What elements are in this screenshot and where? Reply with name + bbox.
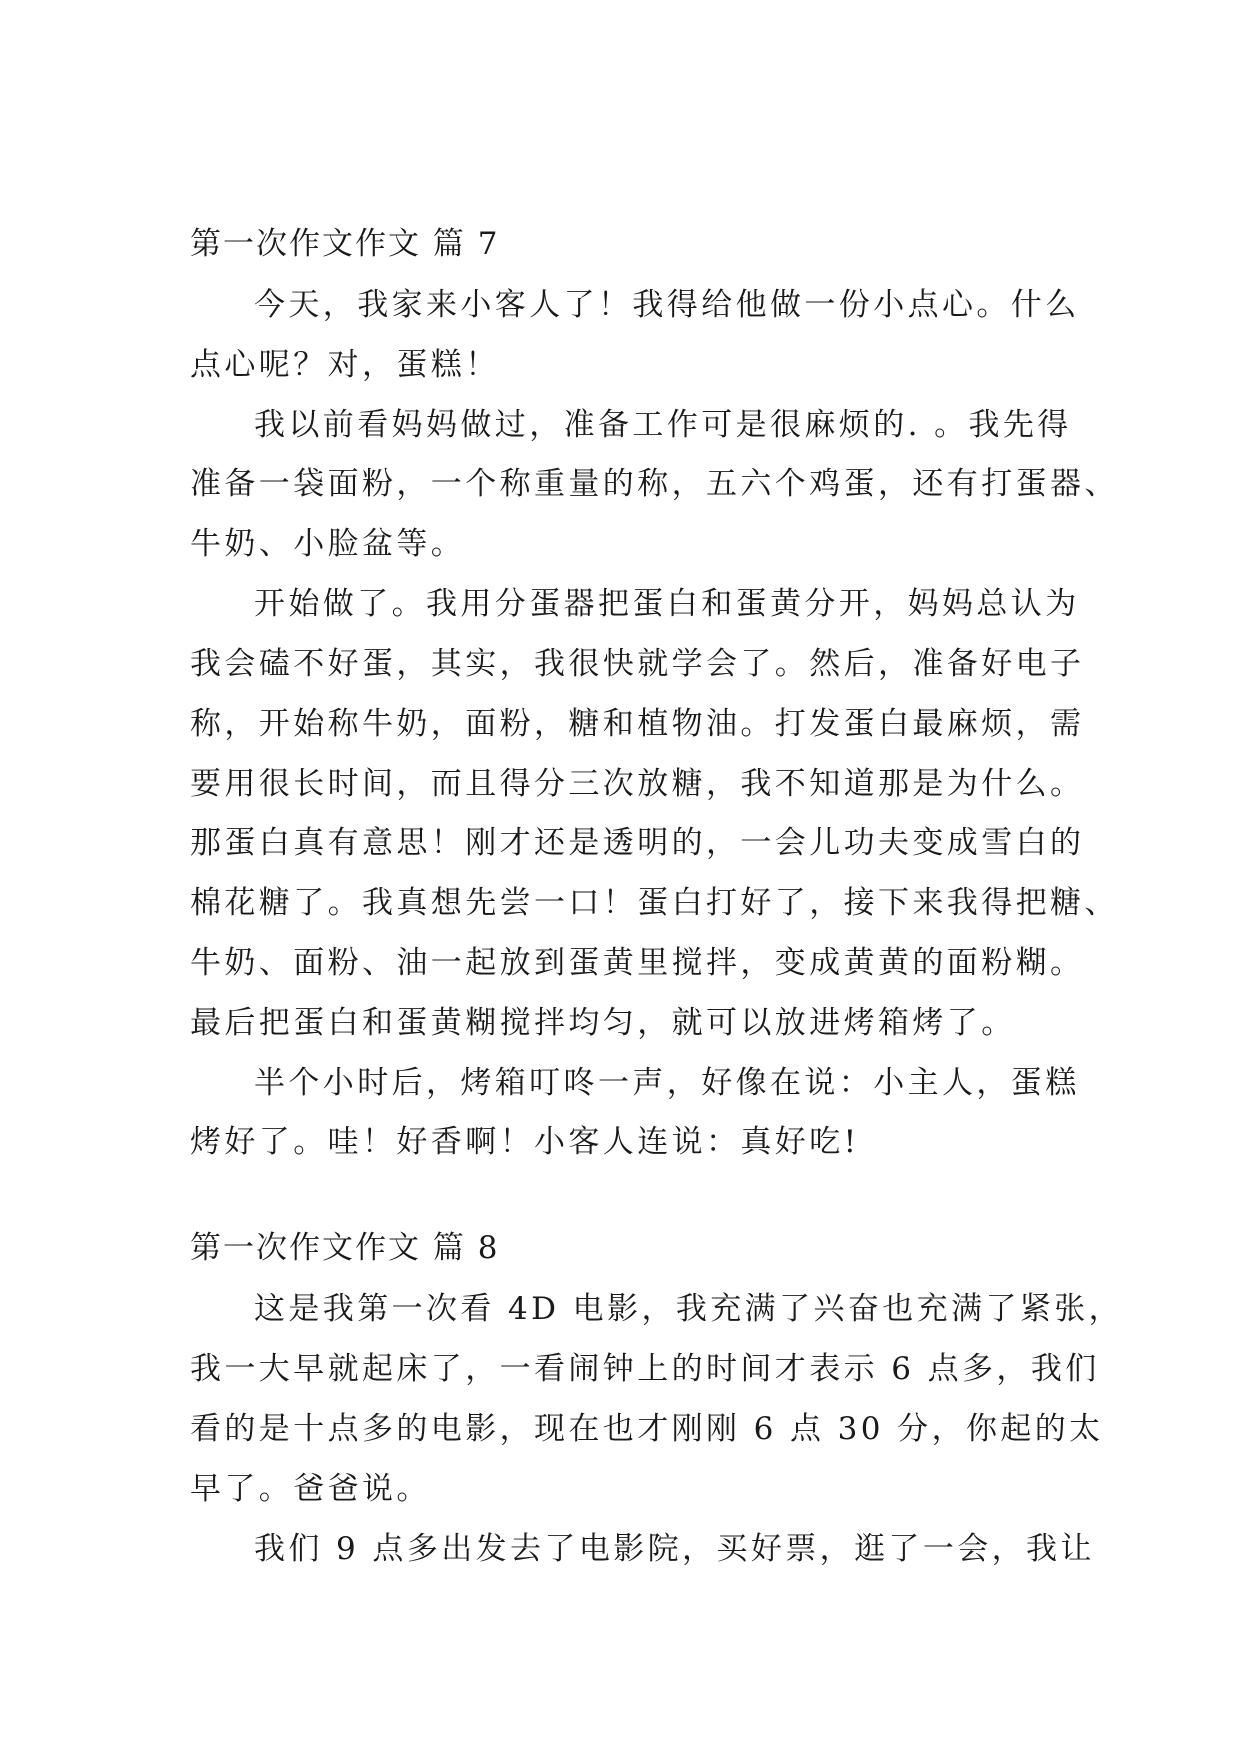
paragraph-line: 准备一袋面粉，一个称重量的称，五六个鸡蛋，还有打蛋器、 <box>190 466 1119 502</box>
paragraph-line: 牛奶、面粉、油一起放到蛋黄里搅拌，变成黄黄的面粉糊。 <box>190 945 1085 981</box>
paragraph-line: 今天，我家来小客人了！我得给他做一份小点心。什么 <box>254 287 1080 323</box>
paragraph-line: 棉花糖了。我真想先尝一口！蛋白打好了，接下来我得把糖、 <box>190 885 1119 921</box>
paragraph-line: 看的是十点多的电影，现在也才刚刚 6 点 30 分，你起的太 <box>190 1411 1104 1447</box>
paragraph-line: 烤好了。哇！好香啊！小客人连说：真好吃! <box>190 1124 860 1160</box>
paragraph-line: 我们 9 点多出发去了电影院，买好票，逛了一会，我让 <box>254 1531 1095 1567</box>
paragraph-line: 我一大早就起床了，一看闹钟上的时间才表示 6 点多，我们 <box>190 1351 1100 1387</box>
paragraph-line: 开始做了。我用分蛋器把蛋白和蛋黄分开，妈妈总认为 <box>254 586 1080 622</box>
paragraph-line: 这是我第一次看 4D 电影，我充满了兴奋也充满了紧张， <box>254 1291 1124 1327</box>
paragraph-line: 我会磕不好蛋，其实，我很快就学会了。然后，准备好电子 <box>190 646 1085 682</box>
paragraph-line: 早了。爸爸说。 <box>190 1471 431 1507</box>
paragraph-line: 我以前看妈妈做过，准备工作可是很麻烦的. 。我先得 <box>254 407 1072 443</box>
paragraph-line: 那蛋白真有意思！刚才还是透明的，一会儿功夫变成雪白的 <box>190 825 1085 861</box>
paragraph-line: 半个小时后，烤箱叮咚一声，好像在说：小主人，蛋糕 <box>254 1065 1080 1101</box>
section-8-title: 第一次作文作文 篇 8 <box>190 1230 500 1266</box>
section-7-title: 第一次作文作文 篇 7 <box>190 226 500 262</box>
paragraph-line: 称，开始称牛奶，面粉，糖和植物油。打发蛋白最麻烦，需 <box>190 706 1085 742</box>
paragraph-line: 要用很长时间，而且得分三次放糖，我不知道那是为什么。 <box>190 766 1085 802</box>
paragraph-line: 最后把蛋白和蛋黄糊搅拌均匀，就可以放进烤箱烤了。 <box>190 1005 1016 1041</box>
paragraph-line: 牛奶、小脸盆等。 <box>190 526 466 562</box>
paragraph-line: 点心呢？对，蛋糕！ <box>190 347 500 383</box>
